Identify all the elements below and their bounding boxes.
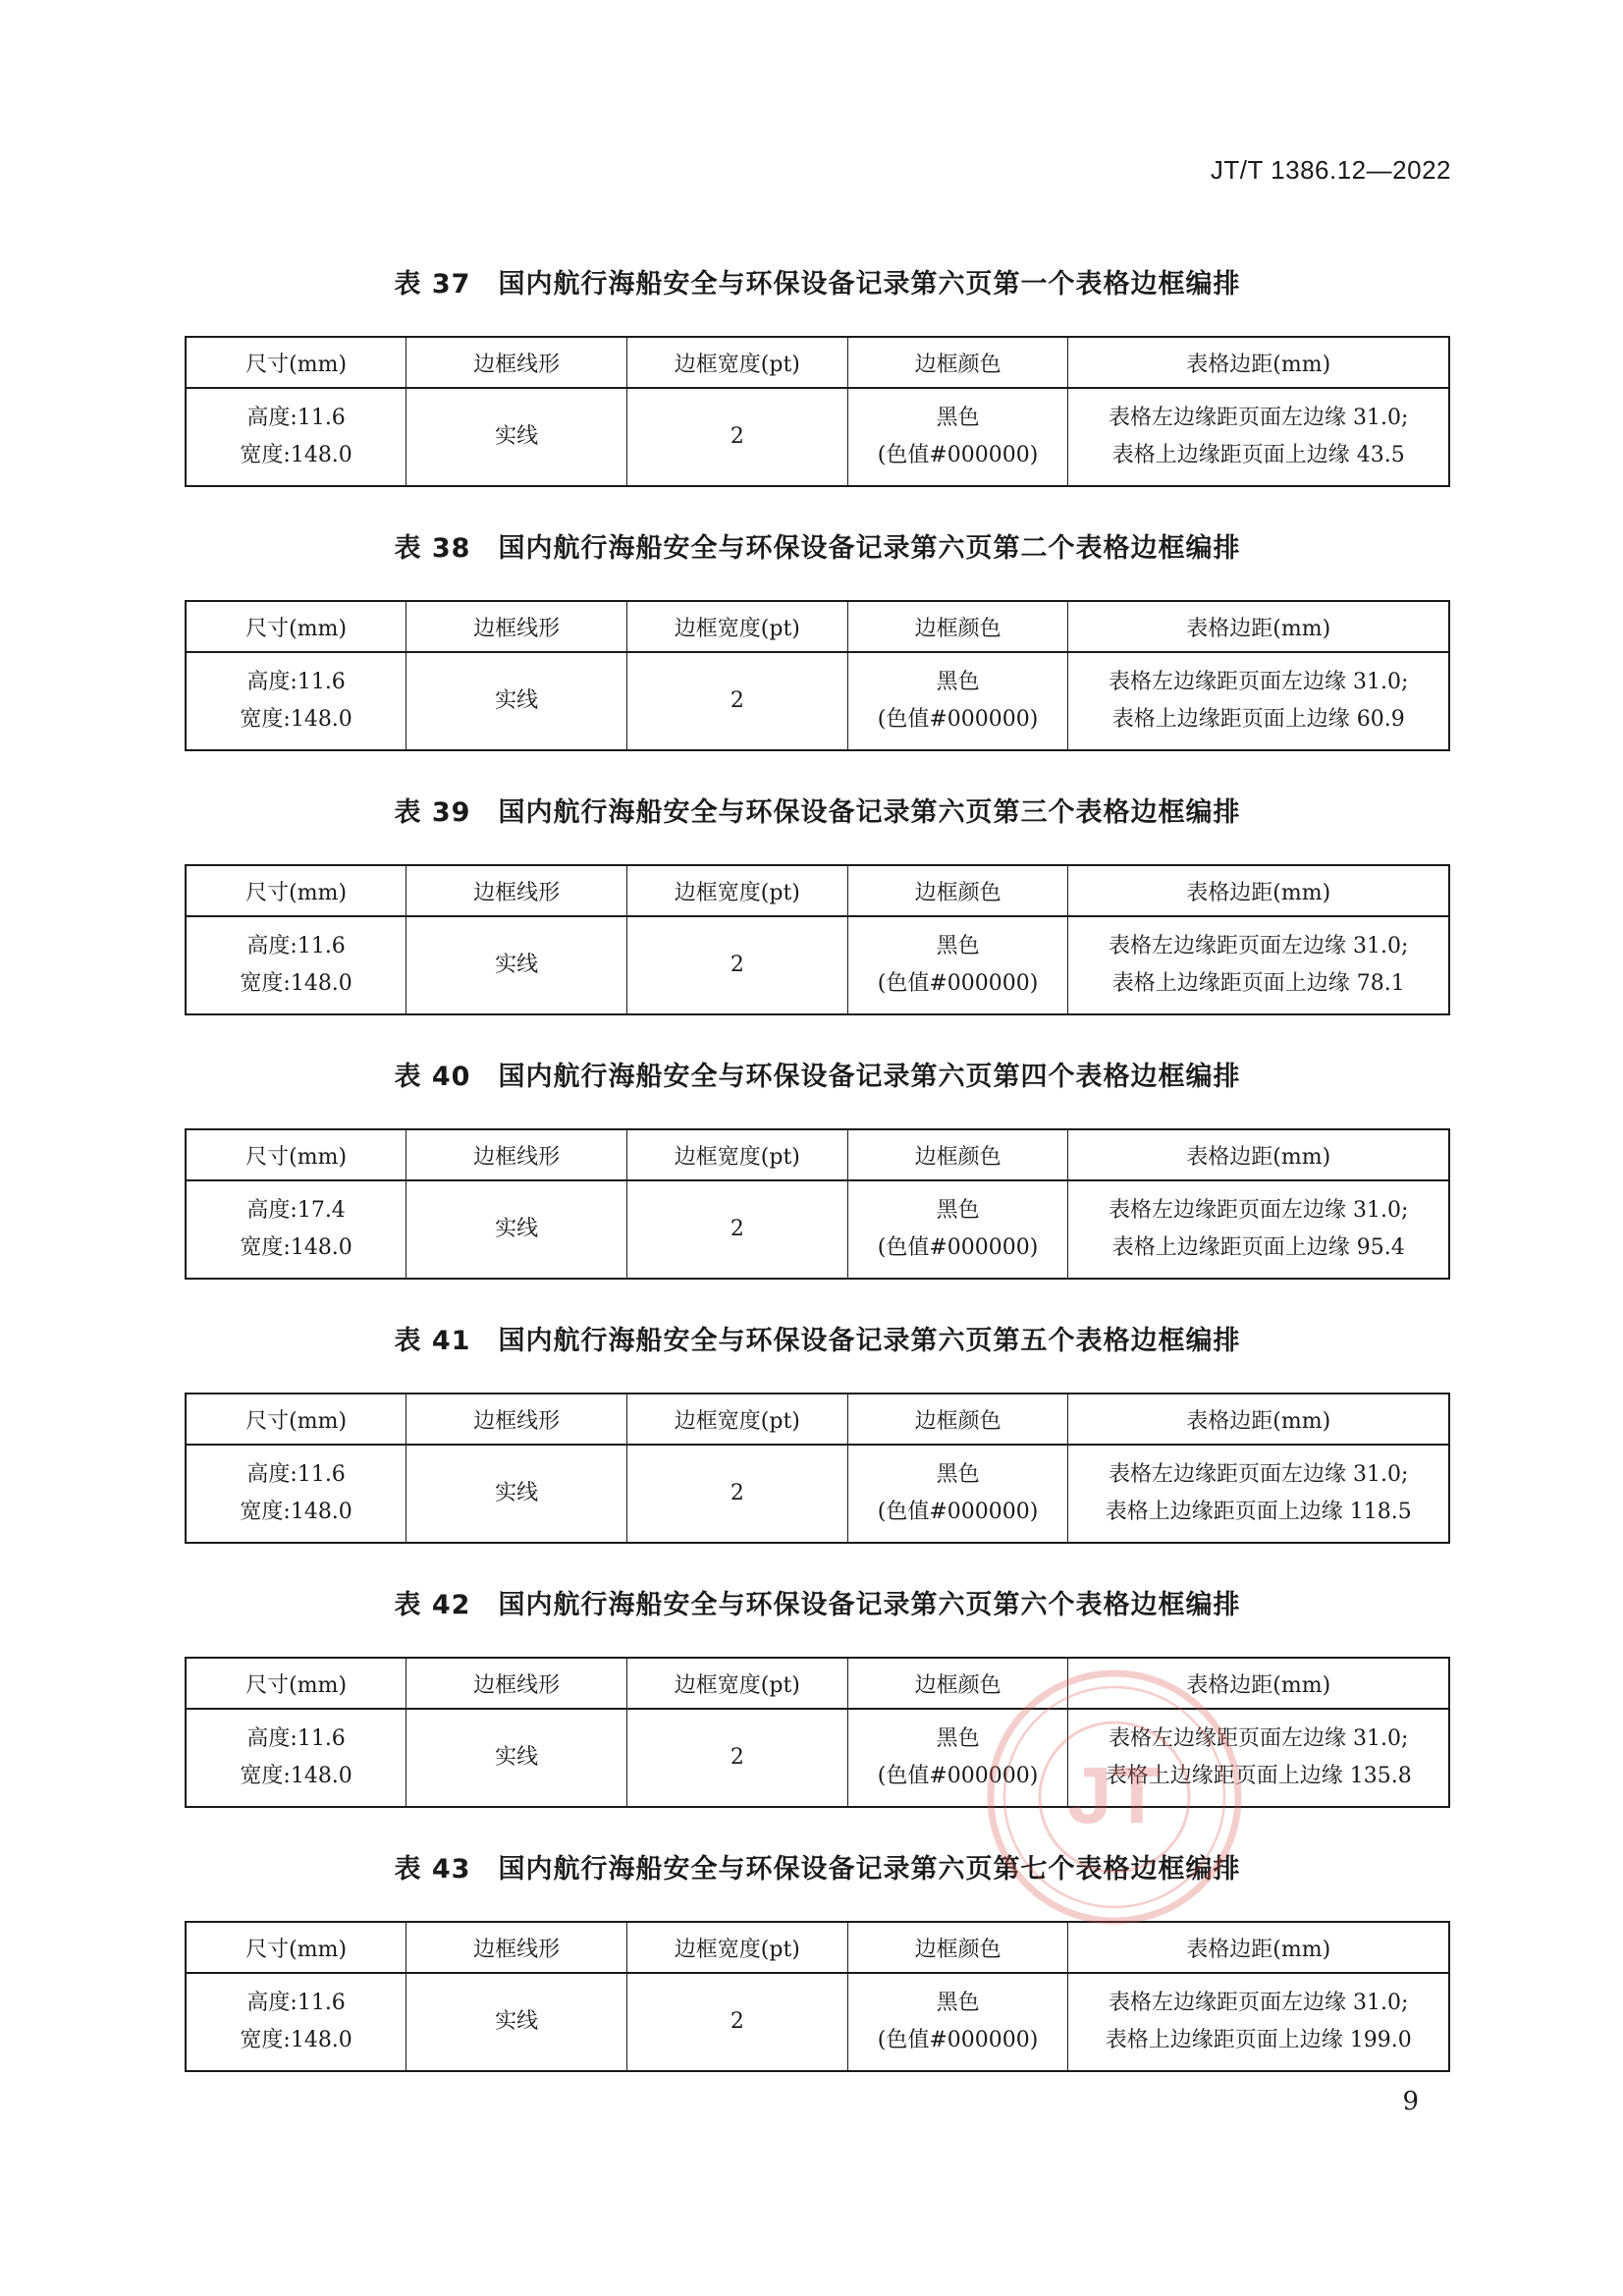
table-row	[186, 1445, 1449, 1543]
table-title: 国内航行海船安全与环保设备记录第六页第五个表格边框编排	[498, 1326, 1241, 1356]
table-caption	[185, 1050, 1450, 1128]
table-cell	[626, 1445, 847, 1543]
line-width-value: 2	[730, 1481, 744, 1505]
table-header-row	[186, 865, 1449, 916]
table-cell	[847, 388, 1068, 486]
spec-table	[185, 1393, 1450, 1544]
color-name-value: 黑色	[936, 1198, 980, 1223]
table-cell	[186, 652, 406, 750]
column-header: 表格边距(mm)	[1068, 865, 1449, 916]
table-cell	[1068, 1180, 1449, 1279]
column-header: 边框宽度(pt)	[626, 337, 847, 388]
column-header: 表格边距(mm)	[1068, 337, 1449, 388]
color-hex-value: (色值#000000)	[877, 971, 1039, 996]
width-value: 宽度:148.0	[240, 443, 352, 467]
color-hex-value: (色值#000000)	[877, 2028, 1039, 2052]
line-width-value: 2	[730, 688, 744, 713]
table-cell	[186, 388, 406, 486]
column-header: 边框颜色	[847, 1129, 1068, 1180]
table-cell	[626, 388, 847, 486]
column-header: 边框宽度(pt)	[626, 1394, 847, 1445]
spec-table	[185, 1128, 1450, 1280]
table-row	[186, 1180, 1449, 1279]
column-header: 边框线形	[406, 601, 627, 652]
column-header: 边框颜色	[847, 1658, 1068, 1709]
table-header-row	[186, 1658, 1449, 1709]
table-block	[185, 1314, 1450, 1578]
table-caption	[185, 786, 1450, 864]
width-value: 宽度:148.0	[240, 707, 352, 732]
column-header: 边框线形	[406, 1922, 627, 1973]
table-title: 国内航行海船安全与环保设备记录第六页第四个表格边框编排	[498, 1062, 1241, 1092]
table-number: 表 37	[394, 269, 471, 300]
margin-top-value: 表格上边缘距页面上边缘 43.5	[1111, 443, 1405, 467]
table-block	[185, 521, 1450, 786]
spec-table	[185, 864, 1450, 1015]
table-cell	[626, 1180, 847, 1279]
table-caption	[185, 521, 1450, 600]
line-style-value: 实线	[495, 1745, 539, 1770]
margin-top-value: 表格上边缘距页面上边缘 135.8	[1105, 1764, 1412, 1788]
height-value: 高度:17.4	[246, 1198, 346, 1223]
table-cell	[1068, 1445, 1449, 1543]
color-hex-value: (色值#000000)	[877, 1235, 1039, 1260]
margin-top-value: 表格上边缘距页面上边缘 199.0	[1105, 2028, 1412, 2052]
color-hex-value: (色值#000000)	[877, 1500, 1039, 1524]
margin-left-value: 表格左边缘距页面左边缘 31.0;	[1109, 1726, 1409, 1751]
column-header: 边框宽度(pt)	[626, 1129, 847, 1180]
margin-left-value: 表格左边缘距页面左边缘 31.0;	[1109, 406, 1409, 430]
spec-table	[185, 1657, 1450, 1808]
spec-table	[185, 1921, 1450, 2072]
table-cell	[406, 1709, 627, 1807]
column-header: 尺寸(mm)	[186, 1394, 406, 1445]
color-name-value: 黑色	[936, 934, 980, 958]
table-cell	[847, 1973, 1068, 2071]
color-hex-value: (色值#000000)	[877, 443, 1039, 467]
margin-left-value: 表格左边缘距页面左边缘 31.0;	[1109, 1462, 1409, 1487]
table-cell	[406, 652, 627, 750]
table-cell	[847, 916, 1068, 1014]
line-width-value: 2	[730, 424, 744, 449]
table-cell	[1068, 916, 1449, 1014]
table-cell	[626, 1973, 847, 2071]
column-header: 边框宽度(pt)	[626, 865, 847, 916]
table-block	[185, 1842, 1450, 2106]
table-cell	[406, 916, 627, 1014]
table-cell	[186, 1973, 406, 2071]
column-header: 尺寸(mm)	[186, 337, 406, 388]
line-width-value: 2	[730, 1217, 744, 1241]
height-value: 高度:11.6	[246, 406, 346, 430]
line-style-value: 实线	[495, 1481, 539, 1505]
table-row	[186, 916, 1449, 1014]
tables-container	[185, 257, 1450, 2106]
table-cell	[186, 1445, 406, 1543]
column-header: 边框宽度(pt)	[626, 1922, 847, 1973]
line-style-value: 实线	[495, 2009, 539, 2034]
table-cell	[847, 1180, 1068, 1279]
table-row	[186, 388, 1449, 486]
column-header: 边框颜色	[847, 601, 1068, 652]
color-name-value: 黑色	[936, 670, 980, 694]
line-width-value: 2	[730, 1745, 744, 1770]
margin-top-value: 表格上边缘距页面上边缘 118.5	[1105, 1500, 1412, 1524]
column-header: 表格边距(mm)	[1068, 601, 1449, 652]
table-number: 表 38	[394, 533, 471, 564]
color-name-value: 黑色	[936, 1991, 980, 2015]
table-number: 表 43	[394, 1854, 471, 1885]
table-cell	[1068, 1973, 1449, 2071]
height-value: 高度:11.6	[246, 1991, 346, 2015]
column-header: 尺寸(mm)	[186, 1922, 406, 1973]
column-header: 边框颜色	[847, 1922, 1068, 1973]
page-number: 9	[1402, 2087, 1419, 2116]
table-header-row	[186, 601, 1449, 652]
column-header: 尺寸(mm)	[186, 1129, 406, 1180]
color-name-value: 黑色	[936, 406, 980, 430]
table-cell	[406, 1973, 627, 2071]
table-cell	[626, 652, 847, 750]
column-header: 边框颜色	[847, 1394, 1068, 1445]
spec-table	[185, 600, 1450, 751]
margin-left-value: 表格左边缘距页面左边缘 31.0;	[1109, 1991, 1409, 2015]
table-row	[186, 652, 1449, 750]
table-caption	[185, 1314, 1450, 1393]
seal-lettering: JT	[1067, 1751, 1162, 1840]
column-header: 尺寸(mm)	[186, 1658, 406, 1709]
line-width-value: 2	[730, 2009, 744, 2034]
line-style-value: 实线	[495, 688, 539, 713]
table-header-row	[186, 1394, 1449, 1445]
table-title: 国内航行海船安全与环保设备记录第六页第二个表格边框编排	[498, 533, 1241, 564]
column-header: 边框宽度(pt)	[626, 601, 847, 652]
spec-table	[185, 336, 1450, 487]
line-style-value: 实线	[495, 1217, 539, 1241]
column-header: 边框线形	[406, 1394, 627, 1445]
margin-left-value: 表格左边缘距页面左边缘 31.0;	[1109, 670, 1409, 694]
height-value: 高度:11.6	[246, 1726, 346, 1751]
column-header: 表格边距(mm)	[1068, 1658, 1449, 1709]
column-header: 尺寸(mm)	[186, 865, 406, 916]
width-value: 宽度:148.0	[240, 2028, 352, 2052]
table-cell	[186, 1180, 406, 1279]
table-title: 国内航行海船安全与环保设备记录第六页第一个表格边框编排	[498, 269, 1241, 300]
color-name-value: 黑色	[936, 1726, 980, 1751]
color-name-value: 黑色	[936, 1462, 980, 1487]
line-width-value: 2	[730, 953, 744, 977]
table-cell	[1068, 388, 1449, 486]
table-header-row	[186, 1922, 1449, 1973]
margin-top-value: 表格上边缘距页面上边缘 95.4	[1111, 1235, 1405, 1260]
table-cell	[406, 1445, 627, 1543]
table-cell	[406, 388, 627, 486]
table-cell	[1068, 652, 1449, 750]
table-cell	[186, 916, 406, 1014]
table-number: 表 40	[394, 1062, 471, 1092]
table-block	[185, 1578, 1450, 1842]
standard-code: JT/T 1386.12—2022	[1210, 155, 1451, 185]
table-cell	[186, 1709, 406, 1807]
table-header-row	[186, 1129, 1449, 1180]
table-row	[186, 1709, 1449, 1807]
column-header: 表格边距(mm)	[1068, 1129, 1449, 1180]
table-cell	[847, 652, 1068, 750]
table-cell	[406, 1180, 627, 1279]
table-number: 表 41	[394, 1326, 471, 1356]
margin-top-value: 表格上边缘距页面上边缘 78.1	[1111, 971, 1405, 996]
column-header: 边框颜色	[847, 865, 1068, 916]
table-row	[186, 1973, 1449, 2071]
table-caption	[185, 257, 1450, 336]
table-cell	[847, 1709, 1068, 1807]
width-value: 宽度:148.0	[240, 1500, 352, 1524]
color-hex-value: (色值#000000)	[877, 707, 1039, 732]
margin-left-value: 表格左边缘距页面左边缘 31.0;	[1109, 1198, 1409, 1223]
margin-left-value: 表格左边缘距页面左边缘 31.0;	[1109, 934, 1409, 958]
column-header: 边框线形	[406, 1129, 627, 1180]
column-header: 表格边距(mm)	[1068, 1394, 1449, 1445]
table-cell	[626, 1709, 847, 1807]
column-header: 边框线形	[406, 865, 627, 916]
table-number: 表 39	[394, 797, 471, 828]
column-header: 表格边距(mm)	[1068, 1922, 1449, 1973]
width-value: 宽度:148.0	[240, 1764, 352, 1788]
line-style-value: 实线	[495, 953, 539, 977]
table-block	[185, 786, 1450, 1050]
table-block	[185, 257, 1450, 521]
table-header-row	[186, 337, 1449, 388]
table-cell	[626, 916, 847, 1014]
table-cell	[1068, 1709, 1449, 1807]
column-header: 边框线形	[406, 1658, 627, 1709]
color-hex-value: (色值#000000)	[877, 1764, 1039, 1788]
table-title: 国内航行海船安全与环保设备记录第六页第三个表格边框编排	[498, 797, 1241, 828]
table-title: 国内航行海船安全与环保设备记录第六页第六个表格边框编排	[498, 1590, 1241, 1620]
column-header: 边框线形	[406, 337, 627, 388]
table-number: 表 42	[394, 1590, 471, 1620]
table-cell	[847, 1445, 1068, 1543]
table-title: 国内航行海船安全与环保设备记录第六页第七个表格边框编排	[498, 1854, 1241, 1885]
line-style-value: 实线	[495, 424, 539, 449]
height-value: 高度:11.6	[246, 934, 346, 958]
table-block	[185, 1050, 1450, 1314]
height-value: 高度:11.6	[246, 670, 346, 694]
height-value: 高度:11.6	[246, 1462, 346, 1487]
column-header: 尺寸(mm)	[186, 601, 406, 652]
column-header: 边框宽度(pt)	[626, 1658, 847, 1709]
table-caption	[185, 1578, 1450, 1657]
width-value: 宽度:148.0	[240, 1235, 352, 1260]
column-header: 边框颜色	[847, 337, 1068, 388]
width-value: 宽度:148.0	[240, 971, 352, 996]
margin-top-value: 表格上边缘距页面上边缘 60.9	[1111, 707, 1405, 732]
table-caption	[185, 1842, 1450, 1921]
